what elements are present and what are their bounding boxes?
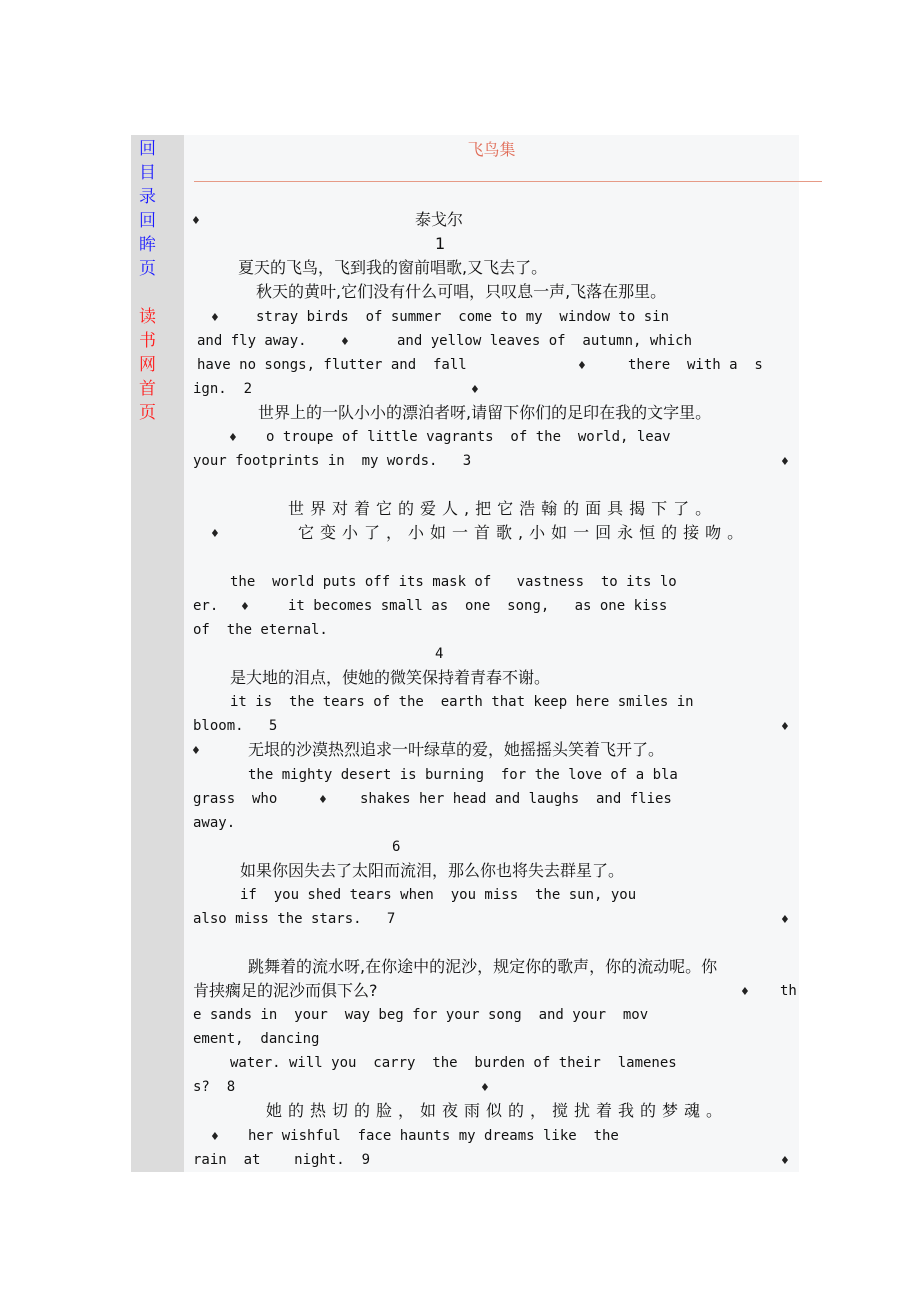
- poem-line: 秋天的黄叶,它们没有什么可唱，只叹息一声,飞落在那里。: [256, 282, 667, 301]
- poem-line: ign. 2: [193, 381, 253, 397]
- poem-number: 4: [435, 646, 444, 662]
- poem-line: the world puts off its mask of vastness to its lo: [230, 574, 677, 590]
- poem-line: have no songs, flutter and fall: [197, 357, 467, 373]
- nav-char: 回: [139, 211, 156, 231]
- nav-link-back-to-contents[interactable]: [139, 137, 159, 281]
- bullet-mark-icon: ♦: [228, 431, 238, 444]
- poem-line: ement, dancing: [193, 1031, 320, 1047]
- poem-line: 夏天的飞鸟，飞到我的窗前唱歌,又飞去了。: [238, 258, 548, 277]
- nav-char: 读: [139, 307, 156, 327]
- poem-line: 它变小了，小如一首歌,小如一回永恒的接吻。: [298, 523, 750, 542]
- bullet-mark-icon: ♦: [191, 744, 201, 757]
- poem-number: 6: [392, 839, 401, 855]
- bullet-mark-icon: ♦: [240, 600, 250, 613]
- poem-line: 世界上的一队小小的漂泊者呀,请留下你们的足印在我的文字里。: [258, 403, 712, 422]
- nav-char: 眸: [139, 235, 156, 255]
- poem-number: 1: [435, 234, 446, 253]
- nav-char: 录: [139, 187, 156, 207]
- poem-line: there with a s: [628, 357, 763, 373]
- poem-line: the mighty desert is burning for the love of a bla: [248, 767, 678, 783]
- poem-line: rain at night. 9: [193, 1152, 371, 1168]
- poem-line: th: [780, 983, 797, 999]
- poem-line: e sands in your way beg for your song and your mov: [193, 1007, 649, 1023]
- poem-line: 无垠的沙漠热烈追求一叶绿草的爱，她摇摇头笑着飞开了。: [248, 740, 665, 759]
- poem-line: it becomes small as one song, as one kiss: [288, 598, 668, 614]
- bullet-mark-icon: ♦: [191, 214, 201, 227]
- poem-line: grass who: [193, 791, 278, 807]
- bullet-mark-icon: ♦: [780, 1154, 790, 1167]
- poem-line: o troupe of little vagrants of the world, leav: [266, 429, 671, 445]
- poem-line: er.: [193, 598, 219, 614]
- poem-line: stray birds of summer come to my window to sin: [256, 309, 670, 325]
- nav-char: 目: [139, 163, 156, 183]
- poem-line: and yellow leaves of autumn, which: [397, 333, 693, 349]
- page-title: 飞鸟集: [467, 140, 516, 159]
- poem-line: 她的热切的脸，如夜雨似的，搅扰着我的梦魂。: [266, 1101, 729, 1120]
- bullet-mark-icon: ♦: [780, 455, 790, 468]
- poem-line: away.: [193, 815, 236, 831]
- nav-char: 回: [139, 139, 156, 159]
- poem-line: bloom. 5: [193, 718, 278, 734]
- poem-line: of the eternal.: [193, 622, 328, 638]
- bullet-mark-icon: ♦: [318, 793, 328, 806]
- poem-line: s? 8: [193, 1079, 236, 1095]
- poem-line: 肯挟瘸足的泥沙而俱下么?: [193, 981, 378, 1000]
- poem-line: 跳舞着的流水呀,在你途中的泥沙，规定你的歌声，你的流动呢。你: [248, 957, 718, 976]
- poem-line: and fly away.: [197, 333, 307, 349]
- poem-line: shakes her head and laughs and flies: [360, 791, 672, 807]
- content-panel: [184, 135, 799, 1172]
- author-name: 泰戈尔: [415, 210, 464, 229]
- poem-line: 如果你因失去了太阳而流泪，那么你也将失去群星了。: [240, 861, 625, 880]
- nav-char: 页: [139, 259, 156, 279]
- bullet-mark-icon: ♦: [470, 383, 480, 396]
- nav-char: 网: [139, 355, 156, 375]
- sidebar: [131, 135, 184, 1172]
- bullet-mark-icon: ♦: [480, 1081, 490, 1094]
- nav-char: 首: [139, 379, 156, 399]
- nav-char: 页: [139, 403, 156, 423]
- nav-char: 书: [139, 331, 156, 351]
- poem-line: your footprints in my words. 3: [193, 453, 472, 469]
- bullet-mark-icon: ♦: [740, 985, 750, 998]
- bullet-mark-icon: ♦: [210, 1130, 220, 1143]
- poem-line: also miss the stars. 7: [193, 911, 396, 927]
- poem-line: 是大地的泪点，使她的微笑保持着青春不谢。: [230, 668, 551, 687]
- poem-line: 世界对着它的爱人,把它浩翰的面具揭下了。: [288, 499, 718, 518]
- poem-line: water. will you carry the burden of their lamenes: [230, 1055, 677, 1071]
- bullet-mark-icon: ♦: [210, 527, 220, 540]
- bullet-mark-icon: ♦: [780, 913, 790, 926]
- poem-line: her wishful face haunts my dreams like the: [248, 1128, 619, 1144]
- bullet-mark-icon: ♦: [577, 359, 587, 372]
- bullet-mark-icon: ♦: [780, 720, 790, 733]
- nav-link-home[interactable]: [139, 305, 159, 425]
- poem-line: if you shed tears when you miss the sun, you: [240, 887, 637, 903]
- poem-line: it is the tears of the earth that keep here smiles in: [230, 694, 694, 710]
- title-divider: [194, 181, 822, 182]
- bullet-mark-icon: ♦: [210, 311, 220, 324]
- bullet-mark-icon: ♦: [340, 335, 350, 348]
